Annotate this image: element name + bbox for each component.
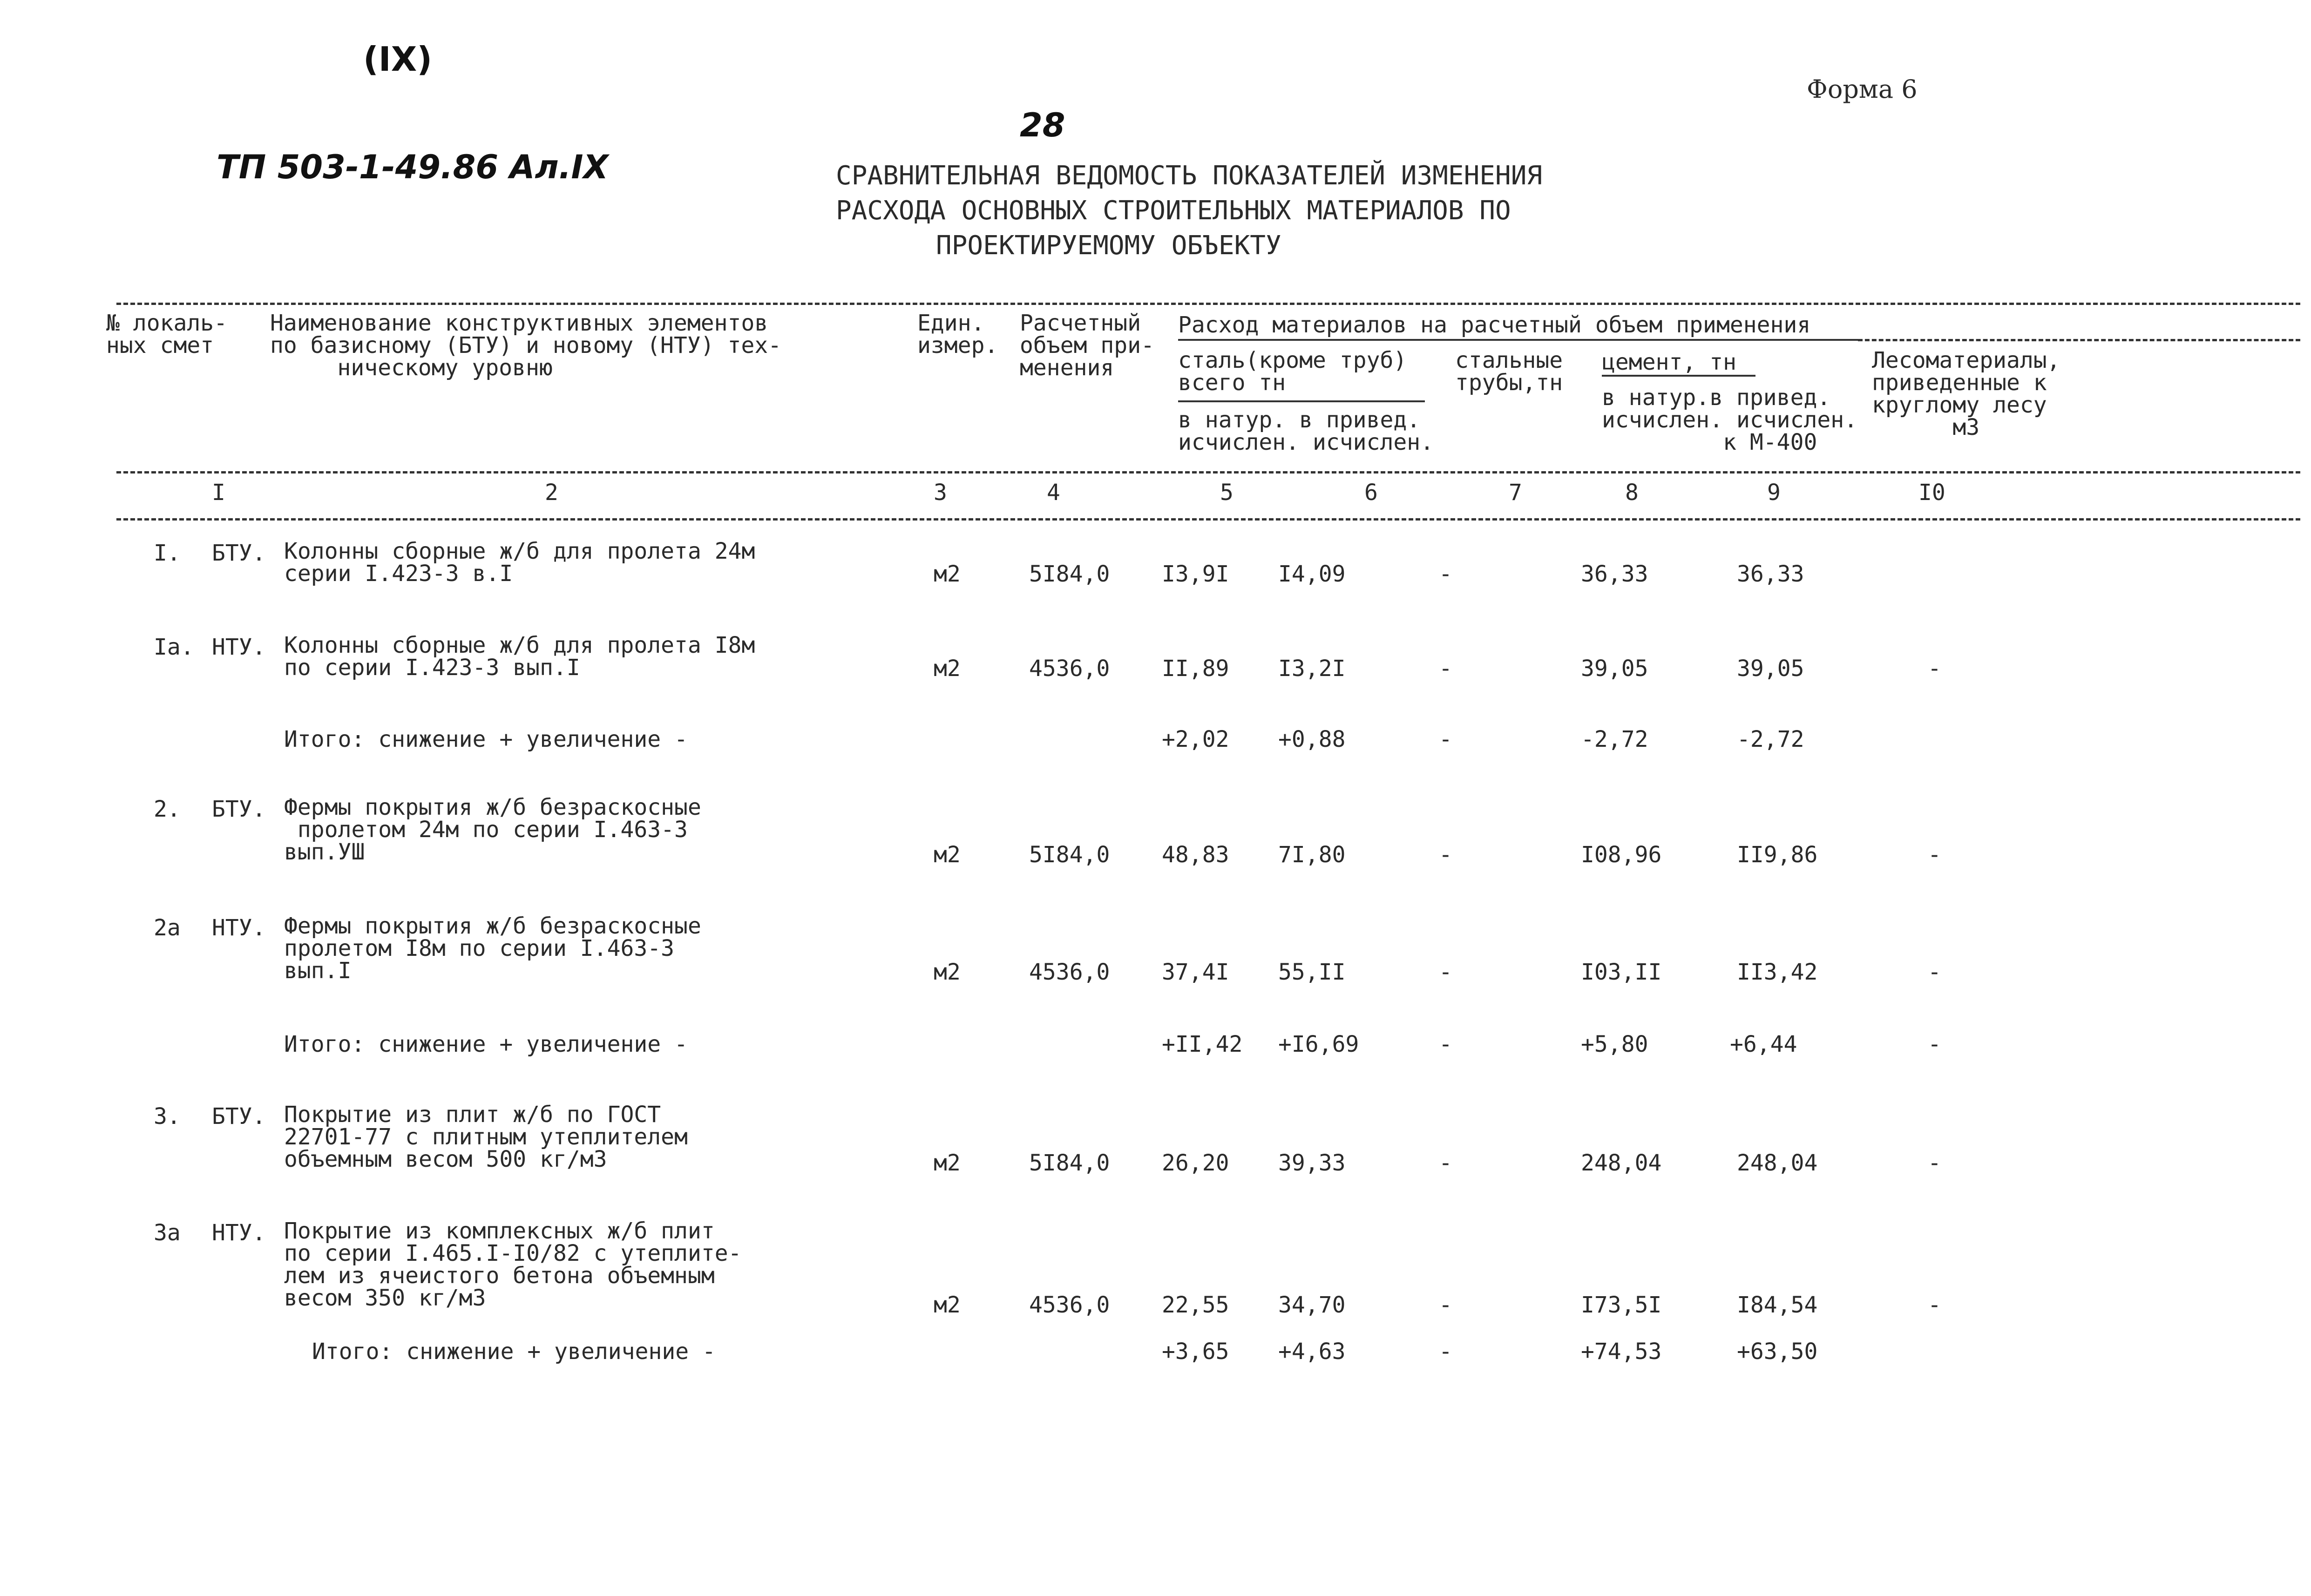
document-code: ТП 503-1-49.86 Ал.IX — [217, 148, 609, 186]
header-steel-sub: в натур. в привед. исчислен. исчислен. — [1178, 407, 1434, 455]
row-4-pipes: - — [1439, 842, 1452, 868]
row-2-steel-red: I3,2I — [1278, 656, 1346, 682]
header-bottom-rule — [116, 471, 2300, 473]
row-8-cem-red: I84,54 — [1737, 1292, 1818, 1318]
title-line-2: РАСХОДА ОСНОВНЫХ СТРОИТЕЛЬНЫХ МАТЕРИАЛОВ ПО — [836, 196, 1511, 226]
column-number-3: 3 — [934, 480, 947, 506]
row-4-volume: 5I84,0 — [1029, 842, 1110, 868]
row-8-level: НТУ. — [212, 1220, 266, 1246]
row-2-cem-red: 39,05 — [1737, 656, 1804, 682]
row-3-cem-red: -2,72 — [1737, 726, 1804, 752]
row-6-steel-red: +I6,69 — [1278, 1031, 1359, 1057]
row-7-name: Покрытие из плит ж/б по ГОСТ 22701-77 с плитным утеплителем объемным весом 500 кг/м3 — [284, 1102, 688, 1172]
row-4-number: 2. — [154, 796, 181, 822]
header-timber: Лесоматериалы, приведенные к круглому лесу м3 — [1872, 347, 2060, 440]
row-1-name: Колонны сборные ж/б для пролета 24м серии I.423-3 в.I — [284, 538, 755, 587]
row-2-name: Колонны сборные ж/б для пролета I8м по серии I.423-3 вып.I — [284, 632, 755, 681]
row-9-cem-nat: +74,53 — [1581, 1339, 1662, 1365]
row-7-level: БТУ. — [212, 1103, 266, 1129]
row-3-name: Итого: снижение + увеличение - — [284, 726, 688, 752]
row-1-pipes: - — [1439, 561, 1452, 587]
row-1-number: I. — [154, 540, 181, 566]
column-number-9: 9 — [1767, 480, 1781, 506]
row-8-timber: - — [1928, 1292, 1941, 1318]
row-8-pipes: - — [1439, 1292, 1452, 1318]
row-7-cem-nat: 248,04 — [1581, 1150, 1662, 1176]
row-5-volume: 4536,0 — [1029, 959, 1110, 985]
row-5-timber: - — [1928, 959, 1941, 985]
column-numbers-rule — [116, 518, 2300, 521]
row-3-steel-nat: +2,02 — [1162, 726, 1229, 752]
page-number: 28 — [1020, 106, 1065, 144]
row-2-cem-nat: 39,05 — [1581, 656, 1648, 682]
column-number-2: 2 — [545, 480, 558, 506]
row-9-cem-red: +63,50 — [1737, 1339, 1818, 1365]
row-5-cem-nat: I03,II — [1581, 959, 1662, 985]
row-1-cem-nat: 36,33 — [1581, 561, 1648, 587]
header-cement-sub: в натур.в привед. исчислен. исчислен. к М-400 — [1602, 385, 1858, 455]
row-6-pipes: - — [1439, 1031, 1452, 1057]
row-2-pipes: - — [1439, 656, 1452, 682]
row-2-steel-nat: II,89 — [1162, 656, 1229, 682]
row-2-unit: м2 — [934, 656, 961, 682]
header-materials-group: Расход материалов на расчетный объем применения — [1178, 312, 1811, 338]
header-steel-underline — [1178, 400, 1425, 402]
row-8-unit: м2 — [934, 1292, 961, 1318]
header-cement: цемент, тн — [1602, 349, 1736, 375]
row-4-level: БТУ. — [212, 796, 266, 822]
row-2-level: НТУ. — [212, 634, 266, 660]
column-number-1: I — [212, 480, 225, 506]
row-5-pipes: - — [1439, 959, 1452, 985]
header-steel: сталь(кроме труб) всего тн — [1178, 347, 1407, 396]
row-9-steel-red: +4,63 — [1278, 1339, 1346, 1365]
row-5-steel-nat: 37,4I — [1162, 959, 1229, 985]
row-4-cem-nat: I08,96 — [1581, 842, 1662, 868]
row-8-number: 3а — [154, 1220, 181, 1246]
row-7-pipes: - — [1439, 1150, 1452, 1176]
title-line-3: ПРОЕКТИРУЕМОМУ ОБЪЕКТУ — [936, 230, 1281, 261]
column-number-10: I0 — [1918, 480, 1945, 506]
row-7-number: 3. — [154, 1103, 181, 1129]
header-cement-underline — [1602, 375, 1755, 377]
row-4-unit: м2 — [934, 842, 961, 868]
row-7-steel-red: 39,33 — [1278, 1150, 1346, 1176]
column-number-8: 8 — [1625, 480, 1639, 506]
header-volume: Расчетный объем при- менения — [1020, 310, 1154, 381]
row-9-name: Итого: снижение + увеличение - — [312, 1339, 716, 1365]
row-4-steel-nat: 48,83 — [1162, 842, 1229, 868]
row-9-steel-nat: +3,65 — [1162, 1339, 1229, 1365]
column-number-7: 7 — [1509, 480, 1522, 506]
row-4-timber: - — [1928, 842, 1941, 868]
row-8-steel-nat: 22,55 — [1162, 1292, 1229, 1318]
title-line-1: СРАВНИТЕЛЬНАЯ ВЕДОМОСТЬ ПОКАЗАТЕЛЕЙ ИЗМЕНЕНИЯ — [836, 161, 1543, 191]
row-5-name: Фермы покрытия ж/б безраскосные пролетом I8м по серии I.463-3 вып.I — [284, 913, 701, 984]
row-1-cem-red: 36,33 — [1737, 561, 1804, 587]
row-4-steel-red: 7I,80 — [1278, 842, 1346, 868]
row-5-unit: м2 — [934, 959, 961, 985]
row-8-cem-nat: I73,5I — [1581, 1292, 1662, 1318]
row-7-cem-red: 248,04 — [1737, 1150, 1818, 1176]
header-top-rule-2 — [1858, 339, 2300, 341]
row-1-level: БТУ. — [212, 540, 266, 566]
sheet-marker: (IX) — [363, 40, 433, 79]
row-6-timber: - — [1928, 1031, 1941, 1057]
row-1-steel-red: I4,09 — [1278, 561, 1346, 587]
row-5-cem-red: II3,42 — [1737, 959, 1818, 985]
row-1-volume: 5I84,0 — [1029, 561, 1110, 587]
row-5-number: 2а — [154, 915, 181, 941]
header-unit: Един. измер. — [917, 310, 998, 358]
header-top-rule — [116, 303, 2300, 305]
header-element-name: Наименование конструктивных элементов по базисному (БТУ) и новому (НТУ) тех- ническому уровню — [270, 310, 782, 381]
row-4-cem-red: II9,86 — [1737, 842, 1818, 868]
row-2-number: Iа. — [154, 634, 194, 660]
header-estimate-number: № локаль- ных смет — [106, 310, 228, 358]
form-label: Форма 6 — [1807, 74, 1918, 104]
header-pipes: стальные трубы,тн — [1455, 347, 1563, 396]
row-6-cem-red: +6,44 — [1730, 1031, 1797, 1057]
row-8-name: Покрытие из комплексных ж/б плит по серии I.465.I-I0/82 с утеплите- лем из ячеистого бетона объемным весом 350 кг/м3 — [284, 1218, 742, 1311]
row-7-steel-nat: 26,20 — [1162, 1150, 1229, 1176]
row-3-pipes: - — [1439, 726, 1452, 752]
row-8-volume: 4536,0 — [1029, 1292, 1110, 1318]
row-8-steel-red: 34,70 — [1278, 1292, 1346, 1318]
row-6-steel-nat: +II,42 — [1162, 1031, 1243, 1057]
row-7-unit: м2 — [934, 1150, 961, 1176]
column-number-5: 5 — [1220, 480, 1233, 506]
row-6-name: Итого: снижение + увеличение - — [284, 1031, 688, 1057]
row-7-volume: 5I84,0 — [1029, 1150, 1110, 1176]
header-group-underline — [1178, 339, 1863, 341]
row-5-level: НТУ. — [212, 915, 266, 941]
column-number-4: 4 — [1047, 480, 1060, 506]
row-2-timber: - — [1928, 656, 1941, 682]
row-1-steel-nat: I3,9I — [1162, 561, 1229, 587]
row-3-cem-nat: -2,72 — [1581, 726, 1648, 752]
column-number-6: 6 — [1364, 480, 1378, 506]
row-9-pipes: - — [1439, 1339, 1452, 1365]
row-6-cem-nat: +5,80 — [1581, 1031, 1648, 1057]
row-4-name: Фермы покрытия ж/б безраскосные пролетом 24м по серии I.463-3 вып.УШ — [284, 794, 701, 865]
row-5-steel-red: 55,II — [1278, 959, 1346, 985]
row-2-volume: 4536,0 — [1029, 656, 1110, 682]
row-7-timber: - — [1928, 1150, 1941, 1176]
row-3-steel-red: +0,88 — [1278, 726, 1346, 752]
row-1-unit: м2 — [934, 561, 961, 587]
